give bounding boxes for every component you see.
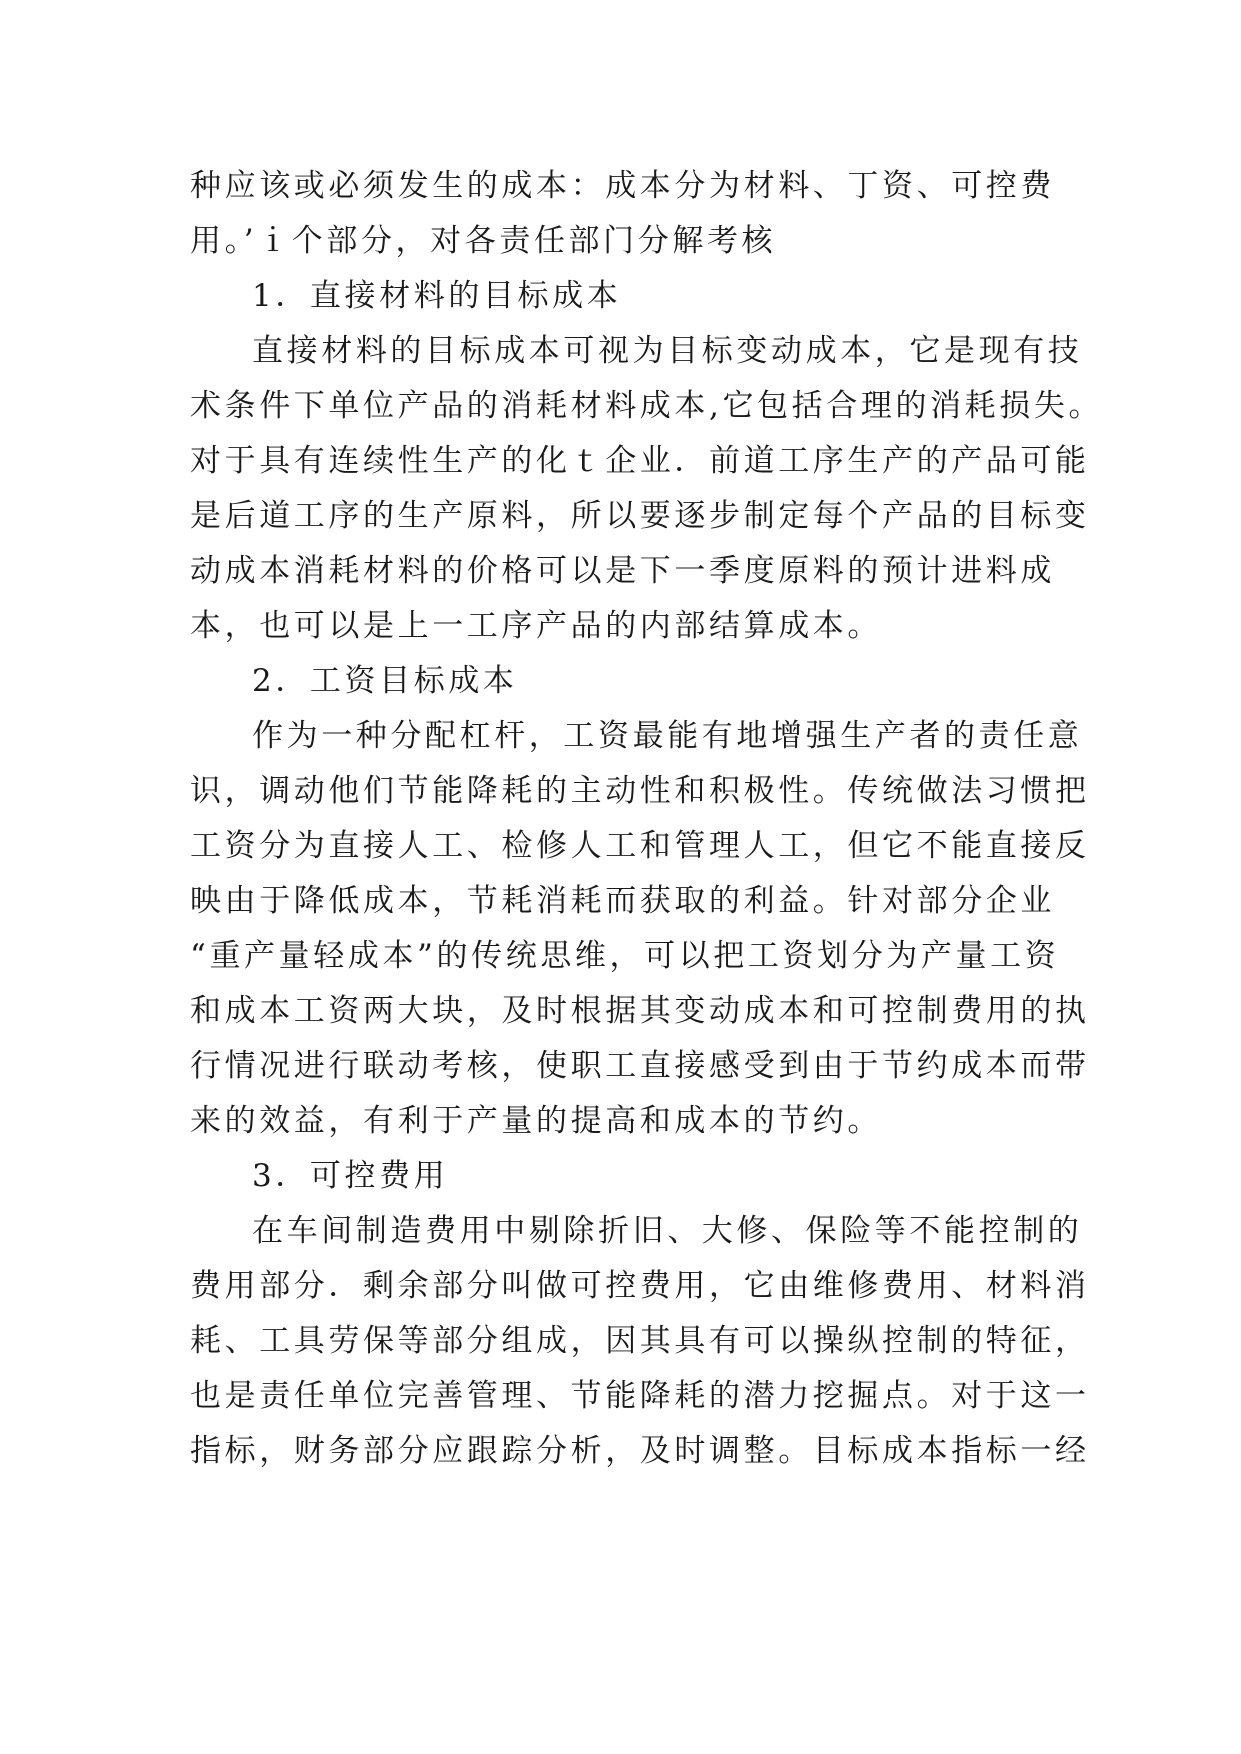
text-line: 映由于降低成本，节耗消耗而获取的利益。针对部分企业 [190,883,1055,919]
text-line: “重产量轻成本”的传统思维，可以把工资划分为产量工资 [190,938,1060,974]
text-line: 行情况进行联动考核，使职工直接感受到由于节约成本而带 [190,1048,1090,1084]
text-line: 耗、工具劳保等部分组成，因其具有可以操纵控制的特征， [190,1323,1090,1359]
text-line: 来的效益，有利于产量的提高和成本的节约。 [190,1103,882,1139]
section-heading: 2．工资目标成本 [252,663,518,699]
section-heading: 1．直接材料的目标成本 [252,278,622,314]
text-line: 也是责任单位完善管理、节能降耗的潜力挖掘点。对于这一 [190,1378,1090,1414]
paragraph-first-line: 直接材料的目标成本可视为目标变动成本，它是现有技 [252,333,1083,369]
section-heading: 3．可控费用 [252,1158,449,1194]
paragraph-first-line: 在车间制造费用中剔除折旧、大修、保险等不能控制的 [252,1213,1083,1249]
text-line: 指标，财务部分应跟踪分析，及时调整。目标成本指标一经 [190,1433,1090,1469]
text-line: 本，也可以是上一工序产品的内部结算成本。 [190,608,882,644]
text-line: 用。’ｉ个部分，对各责任部门分解考核 [190,223,777,259]
text-line: 工资分为直接人工、检修人工和管理人工，但它不能直接反 [190,828,1090,864]
text-line: 是后道工序的生产原料，所以要逐步制定每个产品的目标变 [190,498,1090,534]
text-line: 术条件下单位产品的消耗材料成本,它包括合理的消耗损失。 [190,388,1104,424]
text-line: 对于具有连续性生产的化ｔ企业．前道工序生产的产品可能 [190,443,1090,479]
text-line: 动成本消耗材料的价格可以是下一季度原料的预计进料成 [190,553,1055,589]
paragraph-first-line: 作为一种分配杠杆，工资最能有地增强生产者的责任意 [252,718,1083,754]
text-line: 种应该或必须发生的成本：成本分为材料、丁资、可控费 [190,168,1055,204]
text-line: 和成本工资两大块，及时根据其变动成本和可控制费用的执 [190,993,1090,1029]
text-line: 费用部分．剩余部分叫做可控费用，它由维修费用、材料消 [190,1268,1090,1304]
text-line: 识，调动他们节能降耗的主动性和积极性。传统做法习惯把 [190,773,1090,809]
